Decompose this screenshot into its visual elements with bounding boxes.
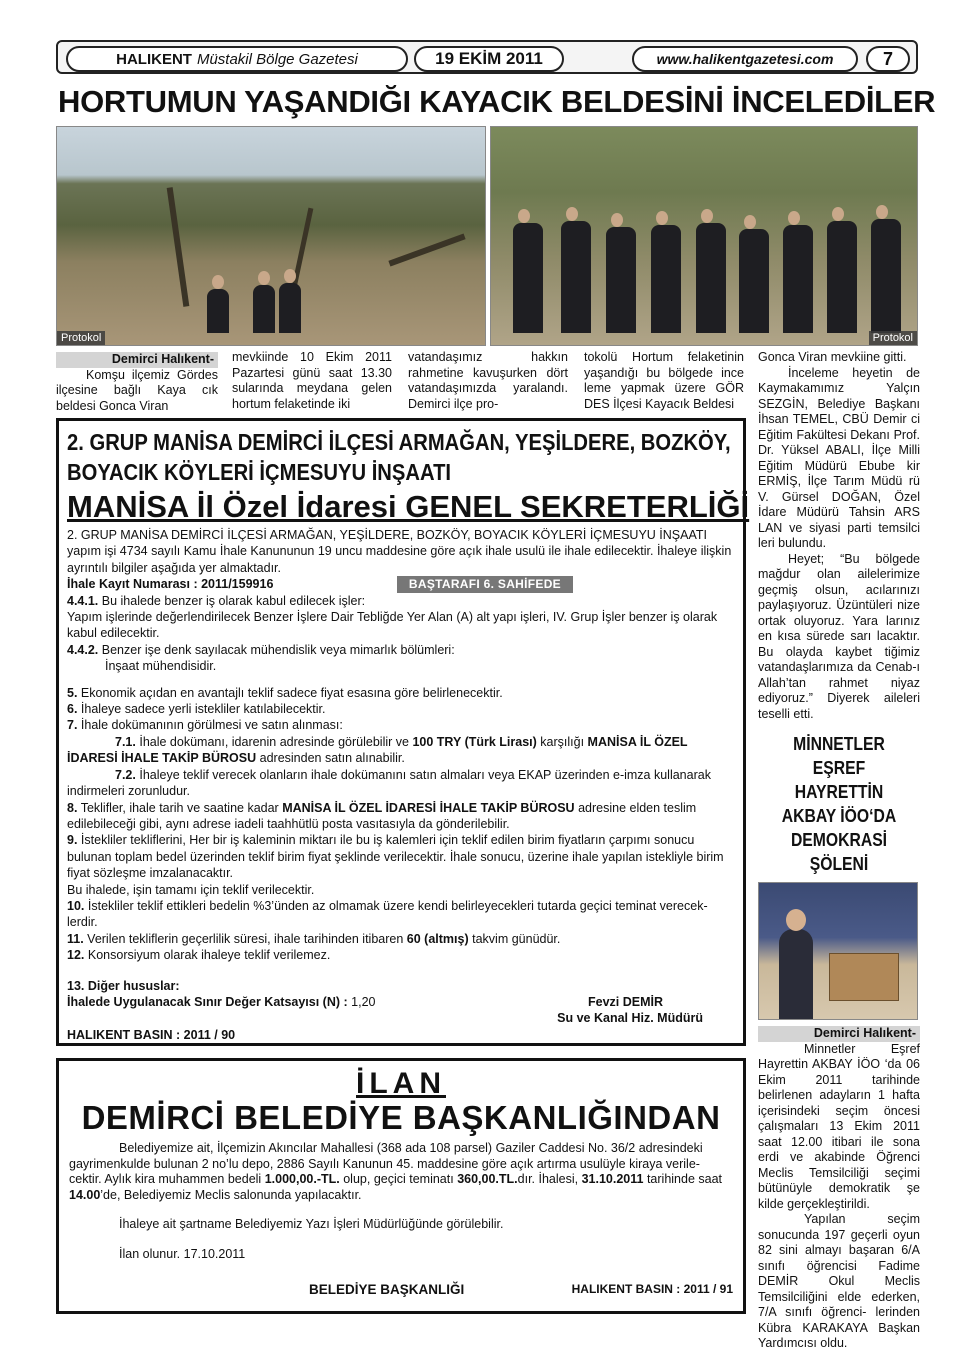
person-figure xyxy=(606,227,636,333)
notice-text: ’de, Belediyemiz Meclis salonunda yapılacaktır. xyxy=(100,1187,362,1202)
sidebar-byline: Demirci Halıkent- xyxy=(758,1026,920,1042)
article-byline: Demirci Halıkent- xyxy=(56,352,218,368)
notice-body xyxy=(69,1141,733,1298)
sidebar-headline: MİNNETLER EŞREF HAYRETTİN AKBAY İÖO‘DA DEMOKRASİ ŞÖLENİ xyxy=(781,733,897,874)
item-number: 8. xyxy=(67,800,78,815)
article-text: Heyet; “Bu bölgede mağdur olan ailelerimize geçmiş olsun, acılarınızı paylaşıyoruz. Üzüntüleri nize ortak oluyoruz. Yara larınız en kısa sürede sarı lacaktır. Bu olayda kaybet tiğimiz vatandaşlarımıza da Cenab-ı Allah’tan rahmet niyaz ediyoruz.” Diyerek aileleri teselli etti. xyxy=(758,551,920,721)
item-number: 9. xyxy=(67,833,78,848)
item-text: Bu ihalede benzer iş olarak kabul edilecek işler: xyxy=(101,593,366,608)
item-text: Benzer işe denk sayılacak mühendislik veya mimarlık bölümleri: xyxy=(101,642,455,657)
item-text: İhale dokümanının görülmesi ve satın alınması: xyxy=(80,718,343,733)
item-number: 11. xyxy=(67,931,84,946)
deposit-amount: 360,00.TL. xyxy=(457,1172,518,1186)
spacer xyxy=(69,1233,733,1247)
item-number: 7. xyxy=(67,718,78,733)
article-column-4 xyxy=(584,350,744,412)
tender-item-detail: Yapım işlerinde değerlendirilecek Benzer İşlere Dair Tebliğde Yer Alan (A) alt yapı işleri, IV. Grup İşler benzer iş olarak kabul edilecektir. xyxy=(67,610,718,641)
person-figure xyxy=(253,285,275,333)
notice-paragraph: İhaleye ait şartname Belediyemiz Yazı İşleri Müdürlüğünde görülebilir. xyxy=(119,1217,504,1231)
tender-item xyxy=(67,800,735,833)
municipality-notice xyxy=(56,1058,746,1314)
main-headline: HORTUMUN YAŞANDIĞI KAYACIK BELDESİNİ İNCELEDİLER xyxy=(58,84,936,119)
tender-intro: 2. GRUP MANİSA DEMİRCİ İLÇESİ ARMAĞAN, YEŞİLDERE, BOZKÖY, BOYACIK KÖYLERİ İÇMESUYU İNŞAATI yapım işi 4734 sayılı Kamu İhale Kanununun 19 uncu maddesine göre açık ihale usulü ile ihale edilecektir. İhaleye ilişkin ayrıntılı bilgiler aşağıda yer almaktadır. xyxy=(67,528,732,575)
item-text: İstekliler teklif ettikleri bedelin %3’ünden az olmamak üzere kendi belirleyecekleri tutarda geçici teminat verecek- lerdir. xyxy=(67,898,708,930)
signer-title-row xyxy=(67,1010,735,1026)
spacer xyxy=(69,1203,733,1217)
right-column xyxy=(758,350,920,1350)
item-text: İhale dokümanı, idarenin adresinde görülebilir ve xyxy=(139,734,409,749)
tender-item xyxy=(67,701,735,717)
protocol-group-photo xyxy=(490,126,918,346)
tender-item xyxy=(67,767,735,800)
coefficient-line xyxy=(67,994,375,1010)
paper-name: HALIKENT xyxy=(116,50,192,68)
notice-paragraph xyxy=(69,1141,733,1203)
tender-item xyxy=(67,717,735,733)
tender-item-detail: İnşaat mühendisidir. xyxy=(105,659,217,674)
tree-trunk xyxy=(167,187,190,307)
tender-authority: MANİSA İl Özel İdaresi GENEL SEKRETERLİĞİ xyxy=(67,489,750,524)
page-number: 7 xyxy=(866,46,910,72)
auction-time: 14.00 xyxy=(69,1187,101,1202)
person-figure xyxy=(696,223,726,333)
item-office: MANİSA İL ÖZEL İDARESİ İHALE TAKİP BÜROSU xyxy=(282,800,575,815)
sidebar-text: Minnetler Eşref Hayrettin AKBAY İÖO ‘da 06 Ekim 2011 tarihinde belirlenen adayların 1 hafta içerisindeki seçim öncesi çalışmaları 13 Ekim 2011 saat 12.00 itibari ile sona erdi ve akabinde Öğrenci Meclis Temsilciliği seçimi bütünüyle demokratik şe kilde gerçekleştirildi. xyxy=(758,1041,920,1211)
website-link[interactable]: www.halikentgazetesi.com xyxy=(632,46,858,72)
notice-footer-row xyxy=(69,1282,733,1298)
person-figure xyxy=(827,221,857,333)
tender-body xyxy=(67,527,735,1043)
article-text: Komşu ilçemiz Gördes ilçesine bağlı Kaya cık beldesi Gonca Viran xyxy=(56,367,218,413)
tender-title-line-1: 2. GRUP MANİSA DEMİRCİ İLÇESİ ARMAĞAN, YEŞİLDERE, BOZKÖY, xyxy=(67,429,731,455)
item-text: Verilen tekliflerin geçerlilik süresi, ihale tarihinden itibaren xyxy=(87,931,404,946)
paper-name-pill xyxy=(66,46,408,72)
person-figure xyxy=(739,229,769,333)
item-price: 100 TRY (Türk Lirası) xyxy=(412,734,537,749)
item-text: takvim günüdür. xyxy=(472,931,561,946)
paper-subtitle: Müstakil Bölge Gazetesi xyxy=(196,50,358,68)
student-figure xyxy=(779,929,813,1019)
photo-caption-tag: Protokol xyxy=(869,331,917,345)
tender-item xyxy=(67,734,735,767)
tender-item xyxy=(67,685,735,701)
item-text: Ekonomik açıdan en avantajlı teklif sadece fiyat esasına göre belirlenecektir. xyxy=(80,685,503,700)
item-text: Konsorsiyum olarak ihaleye teklif verilemez. xyxy=(87,948,331,963)
item-number: 5. xyxy=(67,685,78,700)
article-text: İnceleme heyetin de Kaymakamımız Yalçın SEZGİN, Belediye Başkanı İhsan TEMEL, CBÜ Demir ci Eğitim Fakültesi Dekanı Prof. Dr. Yüksel ABALI, İlçe Milli Eğitim Müdürü Ebube kir ERMİŞ, İlçe Tarım Müdü rü V. Gürsel DOĞAN, Özel İdare Müdürü Tahsin ARS LAN ve siyasi parti temsilci leri bulundu. xyxy=(758,365,920,550)
notice-date-line: İlan olunur. 17.10.2011 xyxy=(119,1246,246,1261)
person-figure xyxy=(871,219,901,333)
person-figure xyxy=(561,221,591,333)
item-text: adresinden satın alınabilir. xyxy=(259,751,405,766)
photo-caption-tag: Protokol xyxy=(57,331,105,345)
tender-registry xyxy=(67,576,735,592)
rent-amount: 1.000,00.-TL. xyxy=(264,1172,340,1186)
masthead-bar xyxy=(56,40,918,74)
item-text: karşılığı xyxy=(540,734,585,749)
person-figure xyxy=(783,225,813,333)
notice-text: olup, geçici teminatı xyxy=(343,1172,454,1186)
signer-name: Fevzi DEMİR xyxy=(587,994,663,1009)
spacer xyxy=(67,675,735,685)
tender-item xyxy=(67,947,735,963)
article-text: vatandaşımız hakkın rahmetine kavuşurken dört vatandaşımızda yaralandı. Demirci ilçe pro- xyxy=(408,350,568,411)
item-text: Teklifler, ihale tarih ve saatine kadar xyxy=(80,800,279,815)
item-text: İhaleye sadece yerli istekliler katılabilecektir. xyxy=(80,702,326,717)
article-column-3 xyxy=(408,350,568,412)
notice-press-ref: HALIKENT BASIN : 2011 / 91 xyxy=(571,1282,733,1296)
person-figure xyxy=(279,283,301,333)
registry-label: İhale Kayıt Numarası xyxy=(67,577,190,592)
signer-title: Su ve Kanal Hiz. Müdürü xyxy=(557,1011,703,1026)
tender-item xyxy=(67,931,735,947)
item-number: 4.4.1. xyxy=(67,593,99,608)
notice-text: Belediyemize ait, İlçemizin Akıncılar Mahallesi (368 ada 108 parsel) Gaziler Caddesi No. 36/2 adresindeki gayrimenkulde bulunan 2 no’lu depo, 2886 Sayılı Kanunun 45. maddesine göre açık artırma usulüyle kiraya verile- cektir. Aylık kira muhammen bedeli xyxy=(69,1141,703,1186)
coefficient-signer-row xyxy=(67,994,735,1010)
notice-text: tarihinde saat xyxy=(646,1172,723,1186)
person-figure xyxy=(207,289,229,333)
notice-title: İLAN xyxy=(356,1067,446,1100)
article-text: Gonca Viran mevkiine gitti. xyxy=(758,350,907,364)
notice-issuer: DEMİRCİ BELEDİYE BAŞKANLIĞINDAN xyxy=(81,1099,721,1136)
person-figure xyxy=(513,223,543,333)
item-text: İstekliler tekliflerini, Her bir iş kaleminin miktarı ile bu iş kalemleri için teklif edilen birim fiyatların çarpımı sonucu bulunan toplam bedel üzerinden teklif birim fiyat şeklinde verilecektir. İhale sonucu, üzerine ihale yapılan istekliyle birim fiyat sözleşme imzalanacaktır. xyxy=(67,833,724,881)
tender-item-detail: Bu ihalede, işin tamamı için teklif verilecektir. xyxy=(67,882,315,897)
tender-press-ref: HALIKENT BASIN : 2011 / 90 xyxy=(67,1027,236,1042)
item-duration: 60 (altmış) xyxy=(406,931,469,946)
item-number: 10. xyxy=(67,898,85,913)
notice-text: dır. İhalesi, xyxy=(517,1172,579,1186)
tender-notice xyxy=(56,418,750,1046)
issue-date: 19 EKİM 2011 xyxy=(414,46,564,72)
tender-item xyxy=(67,832,735,881)
auction-date: 31.10.2011 xyxy=(581,1172,644,1186)
item-number: 7.2. xyxy=(115,767,136,782)
person-figure xyxy=(651,225,681,333)
election-photo xyxy=(758,882,918,1020)
article-text: mevkiinde 10 Ekim 2011 Pazartesi günü saat 13.30 sularında meydana gelen hortum felaketinde iki xyxy=(232,350,392,411)
item-text: adresine elden teslim edilebileceği gibi, aynı adrese iadeli taahhütlü posta vasıtasıyla da gönderilebilir. xyxy=(67,800,697,831)
coefficient-label: İhalede Uygulanacak Sınır Değer Katsayısı (N) : xyxy=(67,994,348,1009)
continued-banner: BAŞTARAFI 6. SAHİFEDE xyxy=(397,576,573,592)
sidebar-text: Yapılan seçim sonucunda 197 geçerli oyun 82 sini almayı başaran 6/A sınıfı öğrencisi Fadime DEMİR Okul Meclis Temsilciliğini elde ederken, 7/A sınıfı öğrenci- lerinden Kübra KARAKAYA Başkan Yardımcısı oldu. xyxy=(758,1212,920,1350)
tender-other-heading: 13. Diğer hususlar: xyxy=(67,978,180,993)
article-column-2 xyxy=(232,350,392,412)
item-number: 12. xyxy=(67,948,85,963)
item-number: 6. xyxy=(67,702,78,717)
item-office: MANİSA İL ÖZEL İDARESİ İHALE TAKİP BÜROSU xyxy=(67,734,688,766)
tender-item xyxy=(67,642,735,658)
item-text: İhaleye teklif verecek olanların ihale dokümanını satın almaları veya EKAP üzerinden e-imza kullanarak indirmeleri zorunludur. xyxy=(67,767,711,799)
tornado-site-photo xyxy=(56,126,486,346)
coefficient-value: 1,20 xyxy=(351,994,376,1009)
tender-title-line-2: BOYACIK KÖYLERİ İÇMESUYU İNŞAATI xyxy=(67,459,452,485)
tender-item xyxy=(67,898,735,931)
tender-item xyxy=(67,593,735,609)
article-text: tokolü Hortum felaketinin yaşandığı bu bölgede ince leme yapmak üzere GÖR DES İlçesi Kayacık Beldesi xyxy=(584,350,744,411)
ballot-box xyxy=(829,953,899,1001)
spacer xyxy=(67,964,735,978)
registry-value: : 2011/159916 xyxy=(193,577,274,592)
article-column-1 xyxy=(56,352,218,414)
notice-signature: BELEDİYE BAŞKANLIĞI xyxy=(309,1282,465,1297)
item-number: 7.1. xyxy=(115,734,136,749)
item-number: 4.4.2. xyxy=(67,642,99,657)
fallen-tree xyxy=(388,234,465,267)
